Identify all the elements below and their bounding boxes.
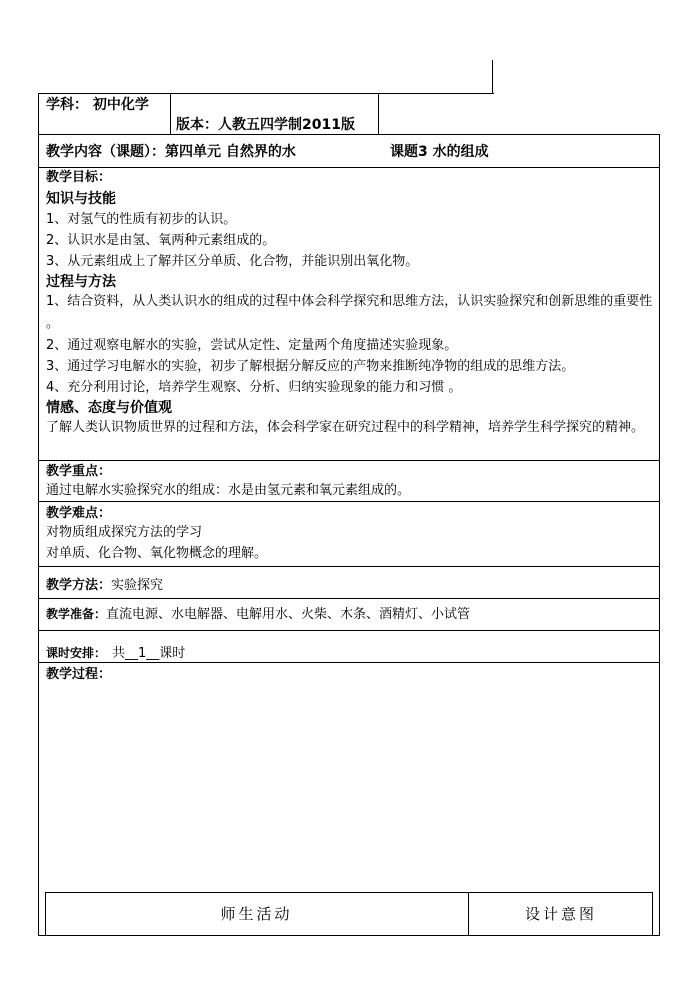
preparation-value: 直流电源、水电解器、电解用水、火柴、木条、酒精灯、小试管 xyxy=(106,607,471,622)
teaching-content: 教学内容（课题）：第四单元 自然界的水 xyxy=(46,144,296,160)
key-points-title: 教学重点： xyxy=(46,464,112,479)
edition-label: 版本：人教五四学制2011版 xyxy=(176,117,355,133)
list-item: 1、结合资料，从人类认识水的组成的过程中体会科学探究和思维方法，认识实验探究和创新思维的重要性 。 xyxy=(46,294,653,331)
activity-column-header: 师生活动 xyxy=(220,905,293,923)
list-item: 3、从元素组成上了解并区分单质、化合物，并能识别出氧化物。 xyxy=(46,254,419,269)
preparation-row xyxy=(46,606,470,623)
right-border xyxy=(659,134,660,936)
section-heading: 过程与方法 xyxy=(46,274,116,290)
header-divider-1 xyxy=(170,93,171,134)
row-line-1 xyxy=(38,134,660,135)
row-line-4 xyxy=(38,501,660,502)
list-item: 4、充分利用讨论，培养学生观察、分析、归纳实验现象的能力和习惯 。 xyxy=(46,380,462,395)
list-item: 2、通过观察电解水的实验，尝试从定性、定量两个角度描述实验现象。 xyxy=(46,338,458,353)
left-border xyxy=(38,93,39,936)
schedule-value: 共__1__课时 xyxy=(112,646,186,661)
objectives-title: 教学目标： xyxy=(46,170,112,185)
preparation-label: 教学准备： xyxy=(46,607,107,621)
list-item: 1、对氢气的性质有初步的认识。 xyxy=(46,212,237,227)
header-divider-2 xyxy=(378,93,379,134)
section-heading: 情感、态度与价值观 xyxy=(46,400,172,416)
method-value: 实验探究 xyxy=(111,578,164,593)
bottom-border xyxy=(38,935,660,936)
row-line-6 xyxy=(38,598,660,599)
lesson-topic: 课题3 水的组成 xyxy=(390,144,489,160)
list-item: 2、认识水是由氢、氧两种元素组成的。 xyxy=(46,233,276,248)
header-top-line xyxy=(38,93,494,94)
schedule-label: 课时安排： xyxy=(46,646,107,660)
list-item: 3、通过学习电解水的实验，初步了解根据分解反应的产物来推断纯净物的组成的思维方法。 xyxy=(46,359,575,374)
design-column-header: 设计意图 xyxy=(524,905,597,923)
process-title: 教学过程： xyxy=(46,667,112,682)
difficulties-title: 教学难点： xyxy=(46,506,112,521)
row-line-2 xyxy=(38,167,660,168)
schedule-row xyxy=(46,645,185,662)
subject-label: 学科： 初中化学 xyxy=(46,97,149,113)
row-line-3 xyxy=(38,460,660,461)
row-line-8 xyxy=(38,662,660,663)
difficulty-line: 对物质组成探究方法的学习 xyxy=(46,525,203,540)
row-line-7 xyxy=(38,630,660,631)
section-heading: 知识与技能 xyxy=(46,191,116,207)
row-line-5 xyxy=(38,566,660,567)
method-label: 教学方法： xyxy=(46,578,112,593)
difficulty-line: 对单质、化合物、氧化物概念的理解。 xyxy=(46,546,268,561)
list-item: 了解人类认识物质世界的过程和方法，体会科学家在研究过程中的科学精神，培养学生科学探究的精神。 xyxy=(46,420,645,435)
top-stub-line xyxy=(492,60,493,93)
method-row xyxy=(46,578,163,594)
key-points-text: 通过电解水实验探究水的组成：水是由氢元素和氧元素组成的。 xyxy=(46,483,411,498)
